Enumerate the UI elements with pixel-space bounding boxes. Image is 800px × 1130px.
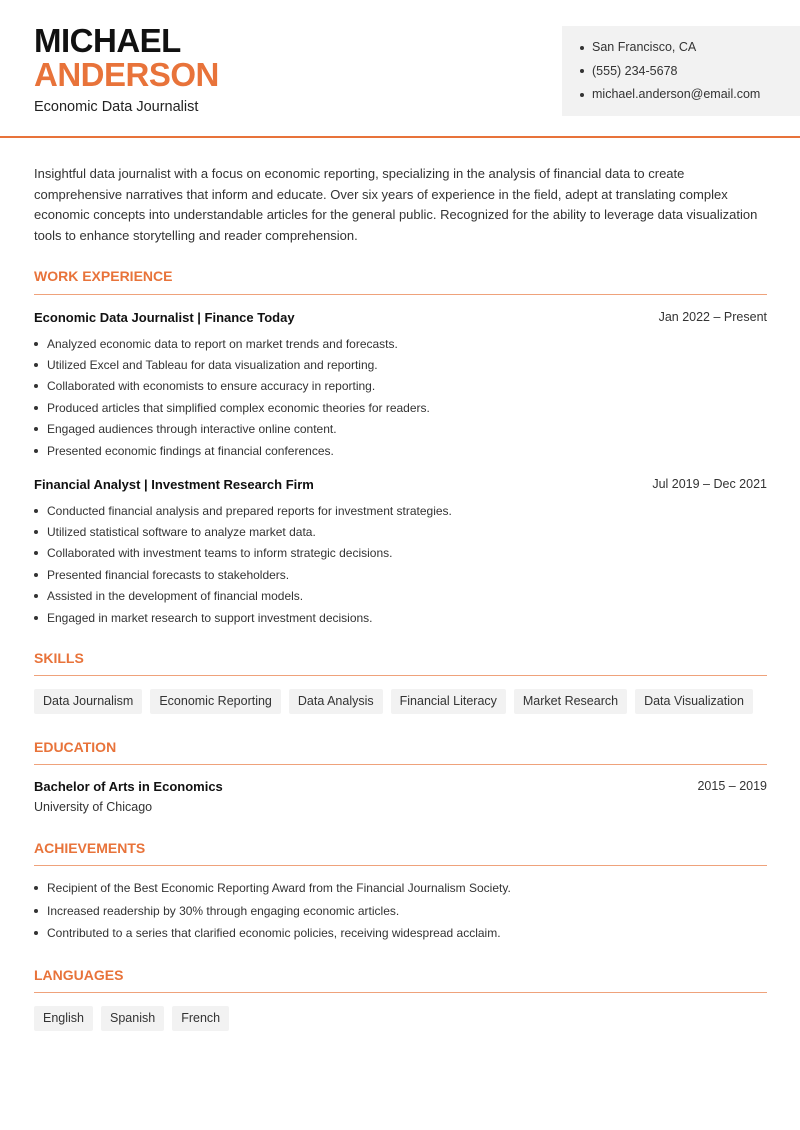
section-divider: [34, 992, 767, 993]
list-item: Presented financial forecasts to stakeholders.: [34, 564, 767, 585]
contact-email: michael.anderson@email.com: [580, 83, 782, 107]
skill-tag: Data Journalism: [34, 689, 142, 714]
first-name: MICHAEL: [34, 22, 181, 59]
bullet-icon: [34, 909, 38, 913]
languages-list: [34, 1006, 229, 1031]
list-item: Recipient of the Best Economic Reporting Award from the Financial Journalism Society.: [34, 877, 767, 899]
school-name: University of Chicago: [34, 800, 153, 814]
achievements-list: [34, 877, 767, 944]
bullet-icon: [34, 427, 38, 431]
section-title-languages: LANGUAGES: [34, 967, 124, 983]
bullet-icon: [34, 616, 38, 620]
list-item: Contributed to a series that clarified economic policies, receiving widespread acclaim.: [34, 922, 767, 944]
job-2-title: Financial Analyst | Investment Research Firm: [34, 477, 314, 492]
bullet-icon: [34, 886, 38, 890]
language-tag: French: [172, 1006, 229, 1031]
skill-tag: Data Analysis: [289, 689, 383, 714]
list-item: Assisted in the development of financial models.: [34, 586, 767, 607]
bullet-icon: [34, 573, 38, 577]
section-divider: [34, 865, 767, 866]
resume-header: [0, 0, 800, 138]
contact-phone: (555) 234-5678: [580, 60, 782, 84]
bullet-icon: [34, 406, 38, 410]
list-item: Utilized Excel and Tableau for data visualization and reporting.: [34, 354, 767, 375]
job-2-dates: Jul 2019 – Dec 2021: [652, 477, 767, 491]
bullet-icon: [580, 93, 584, 97]
list-item: Engaged in market research to support investment decisions.: [34, 607, 767, 628]
list-item: Analyzed economic data to report on market trends and forecasts.: [34, 333, 767, 354]
bullet-icon: [580, 69, 584, 73]
contact-box: [562, 26, 800, 116]
bullet-icon: [34, 363, 38, 367]
job-1-dates: Jan 2022 – Present: [658, 310, 767, 324]
skill-tag: Market Research: [514, 689, 627, 714]
candidate-name: [34, 24, 219, 92]
list-item: Collaborated with investment teams to inform strategic decisions.: [34, 543, 767, 564]
language-tag: Spanish: [101, 1006, 164, 1031]
list-item: Collaborated with economists to ensure accuracy in reporting.: [34, 376, 767, 397]
professional-summary: Insightful data journalist with a focus on economic reporting, specializing in the analysis of financial data to create comprehensive narratives that inform and educate. Over six years of experience in the field, adept at translating complex economic concepts into understandable articles for the general public. Recognized for the ability to leverage data visualization tools to enhance storytelling and reader comprehension.: [34, 166, 758, 243]
skill-tag: Financial Literacy: [391, 689, 506, 714]
bullet-icon: [34, 342, 38, 346]
section-title-skills: SKILLS: [34, 650, 84, 666]
list-item: Engaged audiences through interactive online content.: [34, 419, 767, 440]
last-name: ANDERSON: [34, 56, 219, 93]
bullet-icon: [34, 931, 38, 935]
section-divider: [34, 675, 767, 676]
job-1-bullets: [34, 333, 767, 461]
bullet-icon: [34, 384, 38, 388]
list-item: Utilized statistical software to analyze market data.: [34, 521, 767, 542]
skill-tag: Economic Reporting: [150, 689, 281, 714]
job-1-title: Economic Data Journalist | Finance Today: [34, 310, 295, 325]
degree-title: Bachelor of Arts in Economics: [34, 779, 223, 794]
skills-list: [34, 689, 753, 714]
language-tag: English: [34, 1006, 93, 1031]
contact-location: San Francisco, CA: [580, 36, 782, 60]
skill-tag: Data Visualization: [635, 689, 753, 714]
bullet-icon: [34, 509, 38, 513]
education-dates: 2015 – 2019: [697, 779, 767, 793]
list-item: Produced articles that simplified complex economic theories for readers.: [34, 397, 767, 418]
section-title-education: EDUCATION: [34, 739, 117, 755]
bullet-icon: [34, 551, 38, 555]
bullet-icon: [34, 449, 38, 453]
list-item: Conducted financial analysis and prepared reports for investment strategies.: [34, 500, 767, 521]
section-divider: [34, 764, 767, 765]
job-2-bullets: [34, 500, 767, 628]
section-divider: [34, 294, 767, 295]
list-item: Increased readership by 30% through engaging economic articles.: [34, 899, 767, 921]
section-title-achievements: ACHIEVEMENTS: [34, 840, 146, 856]
job-title-headline: Economic Data Journalist: [34, 99, 199, 115]
bullet-icon: [34, 594, 38, 598]
bullet-icon: [580, 46, 584, 50]
bullet-icon: [34, 530, 38, 534]
section-title-work: WORK EXPERIENCE: [34, 268, 173, 284]
list-item: Presented economic findings at financial conferences.: [34, 440, 767, 461]
